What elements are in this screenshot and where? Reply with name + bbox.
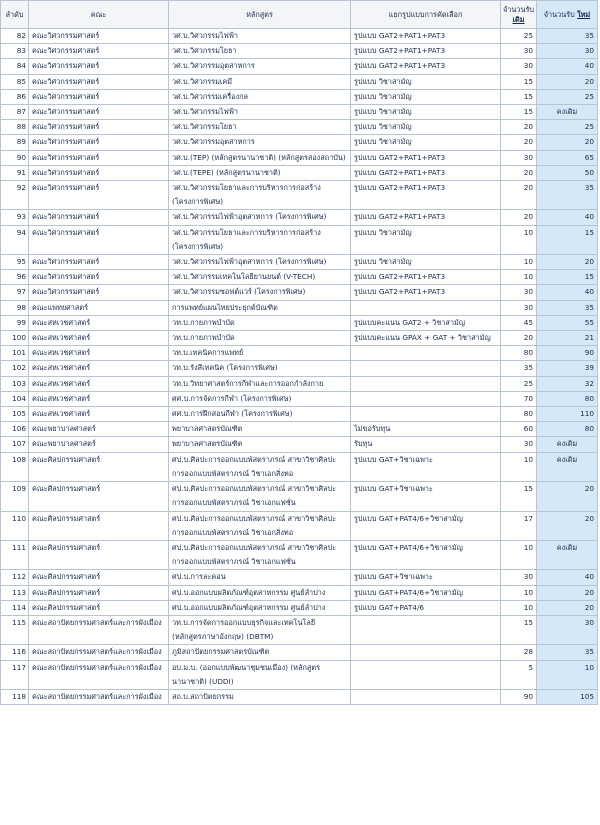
cell-no: 114 [1, 600, 29, 615]
cell-new-quota: 55 [537, 315, 598, 330]
cell-faculty: คณะแพทยศาสตร์ [29, 300, 169, 315]
cell-pattern: รูปแบบ GAT2+PAT1+PAT3 [351, 270, 501, 285]
cell-faculty: คณะวิศวกรรมศาสตร์ [29, 181, 169, 210]
table-row [1, 331, 598, 346]
cell-pattern: รูปแบบคะแนน GAT2 + วิชาสามัญ [351, 315, 501, 330]
cell-new-quota: 20 [537, 585, 598, 600]
cell-program: พยาบาลศาสตรบัณฑิต [169, 437, 351, 452]
cell-pattern [351, 300, 501, 315]
cell-pattern: รูปแบบ GAT+PAT4/6+วิชาสามัญ [351, 585, 501, 600]
cell-new-quota: 105 [537, 689, 598, 704]
cell-program: ศศ.บ.การจัดการกีฬา (โครงการพิเศษ) [169, 391, 351, 406]
cell-old-quota: 10 [501, 600, 537, 615]
cell-faculty: คณะวิศวกรรมศาสตร์ [29, 270, 169, 285]
table-row [1, 407, 598, 422]
cell-new-quota: 35 [537, 645, 598, 660]
cell-program: วท.บ.วิทยาศาสตร์การกีฬาและการออกกำลังกาย [169, 376, 351, 391]
table-row [1, 540, 598, 569]
cell-new-quota: 20 [537, 255, 598, 270]
table-row [1, 150, 598, 165]
cell-new-quota: 40 [537, 570, 598, 585]
cell-pattern: รูปแบบ GAT2+PAT1+PAT3 [351, 165, 501, 180]
table-row [1, 361, 598, 376]
cell-pattern: รูปแบบ วิชาสามัญ [351, 105, 501, 120]
cell-pattern: รูปแบบ GAT2+PAT1+PAT3 [351, 29, 501, 44]
cell-program: วศ.บ.(TEPE) (หลักสูตรนานาชาติ) [169, 165, 351, 180]
header-new-quota [537, 1, 598, 29]
cell-program: วท.บ.เทคนิคการแพทย์ [169, 346, 351, 361]
cell-program: วศ.บ.วิศวกรรมโยธาและการบริหารการก่อสร้าง (โครงการพิเศษ) [169, 225, 351, 254]
cell-new-quota: 20 [537, 482, 598, 511]
cell-new-quota: 25 [537, 120, 598, 135]
cell-old-quota: 60 [501, 422, 537, 437]
cell-new-quota: 65 [537, 150, 598, 165]
table-row [1, 270, 598, 285]
cell-program: ศป.บ.การละคอน [169, 570, 351, 585]
cell-faculty: คณะพยาบาลศาสตร์ [29, 422, 169, 437]
cell-program: วท.บ.รังสีเทคนิค (โครงการพิเศษ) [169, 361, 351, 376]
cell-old-quota: 10 [501, 270, 537, 285]
cell-program: ศป.บ.ออกแบบผลิตภัณฑ์อุตสาหกรรม ศูนย์ลำปาง [169, 585, 351, 600]
cell-pattern: ไม่ขอรับทุน [351, 422, 501, 437]
cell-old-quota: 20 [501, 181, 537, 210]
header-row [1, 1, 598, 29]
cell-program: ศป.บ.ศิลปะการออกแบบพัสตราภรณ์ สาขาวิชาศิลปะการออกแบบพัสตราภรณ์ วิชาเอกสิ่งทอ [169, 511, 351, 540]
cell-old-quota: 20 [501, 135, 537, 150]
cell-faculty: คณะวิศวกรรมศาสตร์ [29, 150, 169, 165]
cell-no: 96 [1, 270, 29, 285]
cell-no: 95 [1, 255, 29, 270]
cell-pattern: รับทุน [351, 437, 501, 452]
table-row [1, 376, 598, 391]
cell-old-quota: 30 [501, 59, 537, 74]
cell-old-quota: 10 [501, 225, 537, 254]
cell-pattern: รูปแบบ วิชาสามัญ [351, 225, 501, 254]
header-old-quota [501, 1, 537, 29]
cell-old-quota: 5 [501, 660, 537, 689]
cell-new-quota: 20 [537, 600, 598, 615]
table-row [1, 300, 598, 315]
table-row [1, 391, 598, 406]
cell-no: 90 [1, 150, 29, 165]
cell-no: 101 [1, 346, 29, 361]
table-row [1, 437, 598, 452]
cell-no: 105 [1, 407, 29, 422]
table-row [1, 645, 598, 660]
table-row [1, 74, 598, 89]
cell-faculty: คณะวิศวกรรมศาสตร์ [29, 74, 169, 89]
cell-old-quota: 20 [501, 331, 537, 346]
cell-no: 84 [1, 59, 29, 74]
cell-new-quota: 80 [537, 391, 598, 406]
cell-pattern: รูปแบบ GAT2+PAT1+PAT3 [351, 285, 501, 300]
cell-faculty: คณะวิศวกรรมศาสตร์ [29, 285, 169, 300]
cell-old-quota: 35 [501, 361, 537, 376]
cell-faculty: คณะศิลปกรรมศาสตร์ [29, 570, 169, 585]
cell-new-quota: 32 [537, 376, 598, 391]
cell-new-quota: 15 [537, 225, 598, 254]
cell-program: ศป.บ.ศิลปะการออกแบบพัสตราภรณ์ สาขาวิชาศิลปะการออกแบบพัสตราภรณ์ วิชาเอกสิ่งทอ [169, 452, 351, 481]
cell-no: 94 [1, 225, 29, 254]
table-row [1, 225, 598, 254]
cell-program: วศ.บ.วิศวกรรมไฟฟ้าอุตสาหการ (โครงการพิเศษ) [169, 210, 351, 225]
table-row [1, 285, 598, 300]
cell-program: วศ.บ.วิศวกรรมไฟฟ้า [169, 105, 351, 120]
table-row [1, 585, 598, 600]
cell-program: วท.บ.การจัดการออกแบบธุรกิจและเทคโนโลยี (หลักสูตรภาษาอังกฤษ) (DBTM) [169, 615, 351, 644]
table-row [1, 255, 598, 270]
cell-no: 100 [1, 331, 29, 346]
cell-pattern: รูปแบบ วิชาสามัญ [351, 74, 501, 89]
cell-no: 103 [1, 376, 29, 391]
cell-program: ภูมิสถาปัตยกรรมศาสตรบัณฑิต [169, 645, 351, 660]
table-row [1, 120, 598, 135]
cell-program: วศ.บ.วิศวกรรมเครื่องกล [169, 89, 351, 104]
cell-pattern: รูปแบบ GAT+วิชาเฉพาะ [351, 482, 501, 511]
cell-pattern: รูปแบบ วิชาสามัญ [351, 135, 501, 150]
cell-old-quota: 80 [501, 407, 537, 422]
cell-old-quota: 10 [501, 255, 537, 270]
table-row [1, 315, 598, 330]
cell-no: 92 [1, 181, 29, 210]
cell-pattern [351, 689, 501, 704]
table-body [1, 29, 598, 705]
cell-pattern: รูปแบบ วิชาสามัญ [351, 89, 501, 104]
cell-old-quota: 45 [501, 315, 537, 330]
header-faculty: คณะ [29, 1, 169, 29]
cell-new-quota: 20 [537, 511, 598, 540]
cell-new-quota: 20 [537, 74, 598, 89]
table-row [1, 105, 598, 120]
cell-program: วศ.บ.(TEP) (หลักสูตรนานาชาติ) (หลักสูตรสองสถาบัน) [169, 150, 351, 165]
cell-faculty: คณะวิศวกรรมศาสตร์ [29, 255, 169, 270]
header-new-line1: จำนวนรับ [543, 9, 575, 19]
cell-old-quota: 20 [501, 210, 537, 225]
cell-pattern: รูปแบบ GAT2+PAT1+PAT3 [351, 44, 501, 59]
cell-program: วศ.บ.วิศวกรรมไฟฟ้าอุตสาหการ (โครงการพิเศษ) [169, 255, 351, 270]
table-row [1, 511, 598, 540]
cell-faculty: คณะวิศวกรรมศาสตร์ [29, 120, 169, 135]
cell-no: 113 [1, 585, 29, 600]
cell-old-quota: 30 [501, 437, 537, 452]
cell-old-quota: 10 [501, 452, 537, 481]
cell-no: 86 [1, 89, 29, 104]
cell-no: 91 [1, 165, 29, 180]
cell-old-quota: 10 [501, 540, 537, 569]
table-row [1, 346, 598, 361]
cell-faculty: คณะวิศวกรรมศาสตร์ [29, 225, 169, 254]
cell-pattern: รูปแบบ วิชาสามัญ [351, 120, 501, 135]
cell-old-quota: 20 [501, 120, 537, 135]
cell-old-quota: 30 [501, 44, 537, 59]
cell-new-quota: 40 [537, 285, 598, 300]
cell-old-quota: 30 [501, 300, 537, 315]
cell-new-quota: 35 [537, 181, 598, 210]
cell-new-quota: 30 [537, 615, 598, 644]
cell-faculty: คณะสหเวชศาสตร์ [29, 331, 169, 346]
cell-pattern: รูปแบบ GAT+วิชาเฉพาะ [351, 570, 501, 585]
cell-pattern: รูปแบบ GAT2+PAT1+PAT3 [351, 150, 501, 165]
cell-program: วศ.บ.วิศวกรรมโยธาและการบริหารการก่อสร้าง (โครงการพิเศษ) [169, 181, 351, 210]
table-row [1, 181, 598, 210]
cell-pattern [351, 660, 501, 689]
cell-old-quota: 25 [501, 29, 537, 44]
cell-old-quota: 25 [501, 376, 537, 391]
cell-pattern: รูปแบบ GAT+วิชาเฉพาะ [351, 452, 501, 481]
cell-faculty: คณะศิลปกรรมศาสตร์ [29, 511, 169, 540]
cell-faculty: คณะวิศวกรรมศาสตร์ [29, 59, 169, 74]
cell-faculty: คณะวิศวกรรมศาสตร์ [29, 105, 169, 120]
cell-program: การแพทย์แผนไทยประยุกต์บัณฑิต [169, 300, 351, 315]
table-row [1, 44, 598, 59]
cell-program: วศ.บ.วิศวกรรมอุตสาหการ [169, 59, 351, 74]
cell-faculty: คณะสถาปัตยกรรมศาสตร์และการผังเมือง [29, 645, 169, 660]
cell-old-quota: 30 [501, 285, 537, 300]
cell-program: วท.บ.กายภาพบำบัด [169, 331, 351, 346]
cell-pattern [351, 615, 501, 644]
cell-no: 109 [1, 482, 29, 511]
cell-faculty: คณะสหเวชศาสตร์ [29, 391, 169, 406]
header-old-line1: จำนวนรับ [503, 4, 534, 14]
cell-pattern: รูปแบบคะแนน GPAX + GAT + วิชาสามัญ [351, 331, 501, 346]
cell-program: วศ.บ.วิศวกรรมซอฟต์แวร์ (โครงการพิเศษ) [169, 285, 351, 300]
table-row [1, 29, 598, 44]
cell-no: 110 [1, 511, 29, 540]
cell-faculty: คณะสหเวชศาสตร์ [29, 315, 169, 330]
cell-faculty: คณะวิศวกรรมศาสตร์ [29, 44, 169, 59]
cell-no: 98 [1, 300, 29, 315]
cell-new-quota: 35 [537, 300, 598, 315]
cell-pattern: รูปแบบ GAT2+PAT1+PAT3 [351, 59, 501, 74]
cell-no: 115 [1, 615, 29, 644]
cell-pattern: รูปแบบ GAT+PAT4/6 [351, 600, 501, 615]
cell-pattern: รูปแบบ GAT2+PAT1+PAT3 [351, 210, 501, 225]
cell-old-quota: 15 [501, 482, 537, 511]
cell-program: พยาบาลศาสตรบัณฑิต [169, 422, 351, 437]
cell-faculty: คณะวิศวกรรมศาสตร์ [29, 210, 169, 225]
cell-no: 89 [1, 135, 29, 150]
cell-no: 97 [1, 285, 29, 300]
cell-new-quota: 20 [537, 135, 598, 150]
cell-faculty: คณะสหเวชศาสตร์ [29, 376, 169, 391]
cell-new-quota: คงเดิม [537, 437, 598, 452]
cell-faculty: คณะพยาบาลศาสตร์ [29, 437, 169, 452]
cell-no: 83 [1, 44, 29, 59]
header-no: ลำดับ [1, 1, 29, 29]
cell-no: 93 [1, 210, 29, 225]
cell-new-quota: 30 [537, 44, 598, 59]
cell-no: 107 [1, 437, 29, 452]
table-row [1, 689, 598, 704]
cell-faculty: คณะศิลปกรรมศาสตร์ [29, 585, 169, 600]
table-row [1, 660, 598, 689]
cell-faculty: คณะสหเวชศาสตร์ [29, 407, 169, 422]
cell-old-quota: 80 [501, 346, 537, 361]
cell-faculty: คณะสถาปัตยกรรมศาสตร์และการผังเมือง [29, 689, 169, 704]
cell-no: 104 [1, 391, 29, 406]
cell-no: 117 [1, 660, 29, 689]
cell-no: 102 [1, 361, 29, 376]
cell-pattern: รูปแบบ วิชาสามัญ [351, 255, 501, 270]
cell-program: วศ.บ.วิศวกรรมโยธา [169, 120, 351, 135]
table-row [1, 59, 598, 74]
cell-new-quota: 40 [537, 59, 598, 74]
cell-faculty: คณะวิศวกรรมศาสตร์ [29, 89, 169, 104]
cell-no: 88 [1, 120, 29, 135]
cell-faculty: คณะศิลปกรรมศาสตร์ [29, 482, 169, 511]
cell-pattern [351, 346, 501, 361]
cell-old-quota: 15 [501, 615, 537, 644]
header-program: หลักสูตร [169, 1, 351, 29]
cell-program: ศป.บ.ออกแบบผลิตภัณฑ์อุตสาหกรรม ศูนย์ลำปาง [169, 600, 351, 615]
table-row [1, 89, 598, 104]
cell-new-quota: คงเดิม [537, 452, 598, 481]
cell-faculty: คณะสถาปัตยกรรมศาสตร์และการผังเมือง [29, 660, 169, 689]
cell-no: 82 [1, 29, 29, 44]
cell-pattern [351, 407, 501, 422]
cell-faculty: คณะศิลปกรรมศาสตร์ [29, 452, 169, 481]
cell-pattern: รูปแบบ GAT+PAT4/6+วิชาสามัญ [351, 540, 501, 569]
table-row [1, 600, 598, 615]
cell-faculty: คณะสถาปัตยกรรมศาสตร์และการผังเมือง [29, 615, 169, 644]
cell-old-quota: 17 [501, 511, 537, 540]
cell-no: 118 [1, 689, 29, 704]
cell-pattern [351, 361, 501, 376]
cell-old-quota: 28 [501, 645, 537, 660]
cell-faculty: คณะสหเวชศาสตร์ [29, 361, 169, 376]
table-row [1, 422, 598, 437]
cell-program: ศป.บ.ศิลปะการออกแบบพัสตราภรณ์ สาขาวิชาศิลปะการออกแบบพัสตราภรณ์ วิชาเอกแฟชั่น [169, 540, 351, 569]
cell-program: วศ.บ.วิศวกรรมไฟฟ้า [169, 29, 351, 44]
cell-old-quota: 90 [501, 689, 537, 704]
cell-new-quota: คงเดิม [537, 540, 598, 569]
header-old-line2: เดิม [512, 14, 525, 24]
cell-old-quota: 10 [501, 585, 537, 600]
cell-new-quota: 15 [537, 270, 598, 285]
cell-new-quota: คงเดิม [537, 105, 598, 120]
table-row [1, 615, 598, 644]
cell-no: 112 [1, 570, 29, 585]
cell-old-quota: 30 [501, 570, 537, 585]
cell-program: วท.บ.กายภาพบำบัด [169, 315, 351, 330]
cell-new-quota: 90 [537, 346, 598, 361]
cell-program: วศ.บ.วิศวกรรมเคมี [169, 74, 351, 89]
cell-program: สถ.บ.สถาปัตยกรรม [169, 689, 351, 704]
table-row [1, 570, 598, 585]
table-row [1, 482, 598, 511]
cell-new-quota: 10 [537, 660, 598, 689]
cell-new-quota: 50 [537, 165, 598, 180]
table-row [1, 452, 598, 481]
cell-old-quota: 30 [501, 150, 537, 165]
cell-old-quota: 15 [501, 89, 537, 104]
cell-faculty: คณะสหเวชศาสตร์ [29, 346, 169, 361]
cell-faculty: คณะวิศวกรรมศาสตร์ [29, 29, 169, 44]
cell-faculty: คณะศิลปกรรมศาสตร์ [29, 600, 169, 615]
cell-old-quota: 20 [501, 165, 537, 180]
cell-pattern: รูปแบบ GAT2+PAT1+PAT3 [351, 181, 501, 210]
cell-old-quota: 15 [501, 74, 537, 89]
cell-pattern [351, 391, 501, 406]
table-row [1, 165, 598, 180]
cell-no: 111 [1, 540, 29, 569]
cell-no: 87 [1, 105, 29, 120]
cell-old-quota: 15 [501, 105, 537, 120]
cell-program: ศศ.บ.การฝึกสอนกีฬา (โครงการพิเศษ) [169, 407, 351, 422]
header-pattern: แยกรูปแบบการคัดเลือก [351, 1, 501, 29]
cell-new-quota: 35 [537, 29, 598, 44]
cell-pattern [351, 645, 501, 660]
cell-faculty: คณะวิศวกรรมศาสตร์ [29, 165, 169, 180]
cell-faculty: คณะวิศวกรรมศาสตร์ [29, 135, 169, 150]
cell-no: 85 [1, 74, 29, 89]
cell-new-quota: 39 [537, 361, 598, 376]
cell-program: อบ.ม.บ. (ออกแบบพัฒนาชุมชนเมือง) (หลักสูตรนานาชาติ) (UDDI) [169, 660, 351, 689]
cell-program: วศ.บ.วิศวกรรมอุตสาหการ [169, 135, 351, 150]
table-row [1, 135, 598, 150]
cell-program: วศ.บ.วิศวกรรมโยธา [169, 44, 351, 59]
cell-no: 106 [1, 422, 29, 437]
table-row [1, 210, 598, 225]
cell-pattern [351, 376, 501, 391]
cell-new-quota: 80 [537, 422, 598, 437]
cell-no: 116 [1, 645, 29, 660]
cell-program: วศ.บ.วิศวกรรมเทคโนโลยียานยนต์ (V-TECH) [169, 270, 351, 285]
header-new-line2: ใหม่ [577, 9, 591, 19]
cell-faculty: คณะศิลปกรรมศาสตร์ [29, 540, 169, 569]
cell-no: 108 [1, 452, 29, 481]
cell-old-quota: 70 [501, 391, 537, 406]
cell-new-quota: 40 [537, 210, 598, 225]
cell-program: ศป.บ.ศิลปะการออกแบบพัสตราภรณ์ สาขาวิชาศิลปะการออกแบบพัสตราภรณ์ วิชาเอกแฟชั่น [169, 482, 351, 511]
cell-new-quota: 21 [537, 331, 598, 346]
cell-pattern: รูปแบบ GAT+PAT4/6+วิชาสามัญ [351, 511, 501, 540]
cell-new-quota: 25 [537, 89, 598, 104]
cell-new-quota: 110 [537, 407, 598, 422]
cell-no: 99 [1, 315, 29, 330]
